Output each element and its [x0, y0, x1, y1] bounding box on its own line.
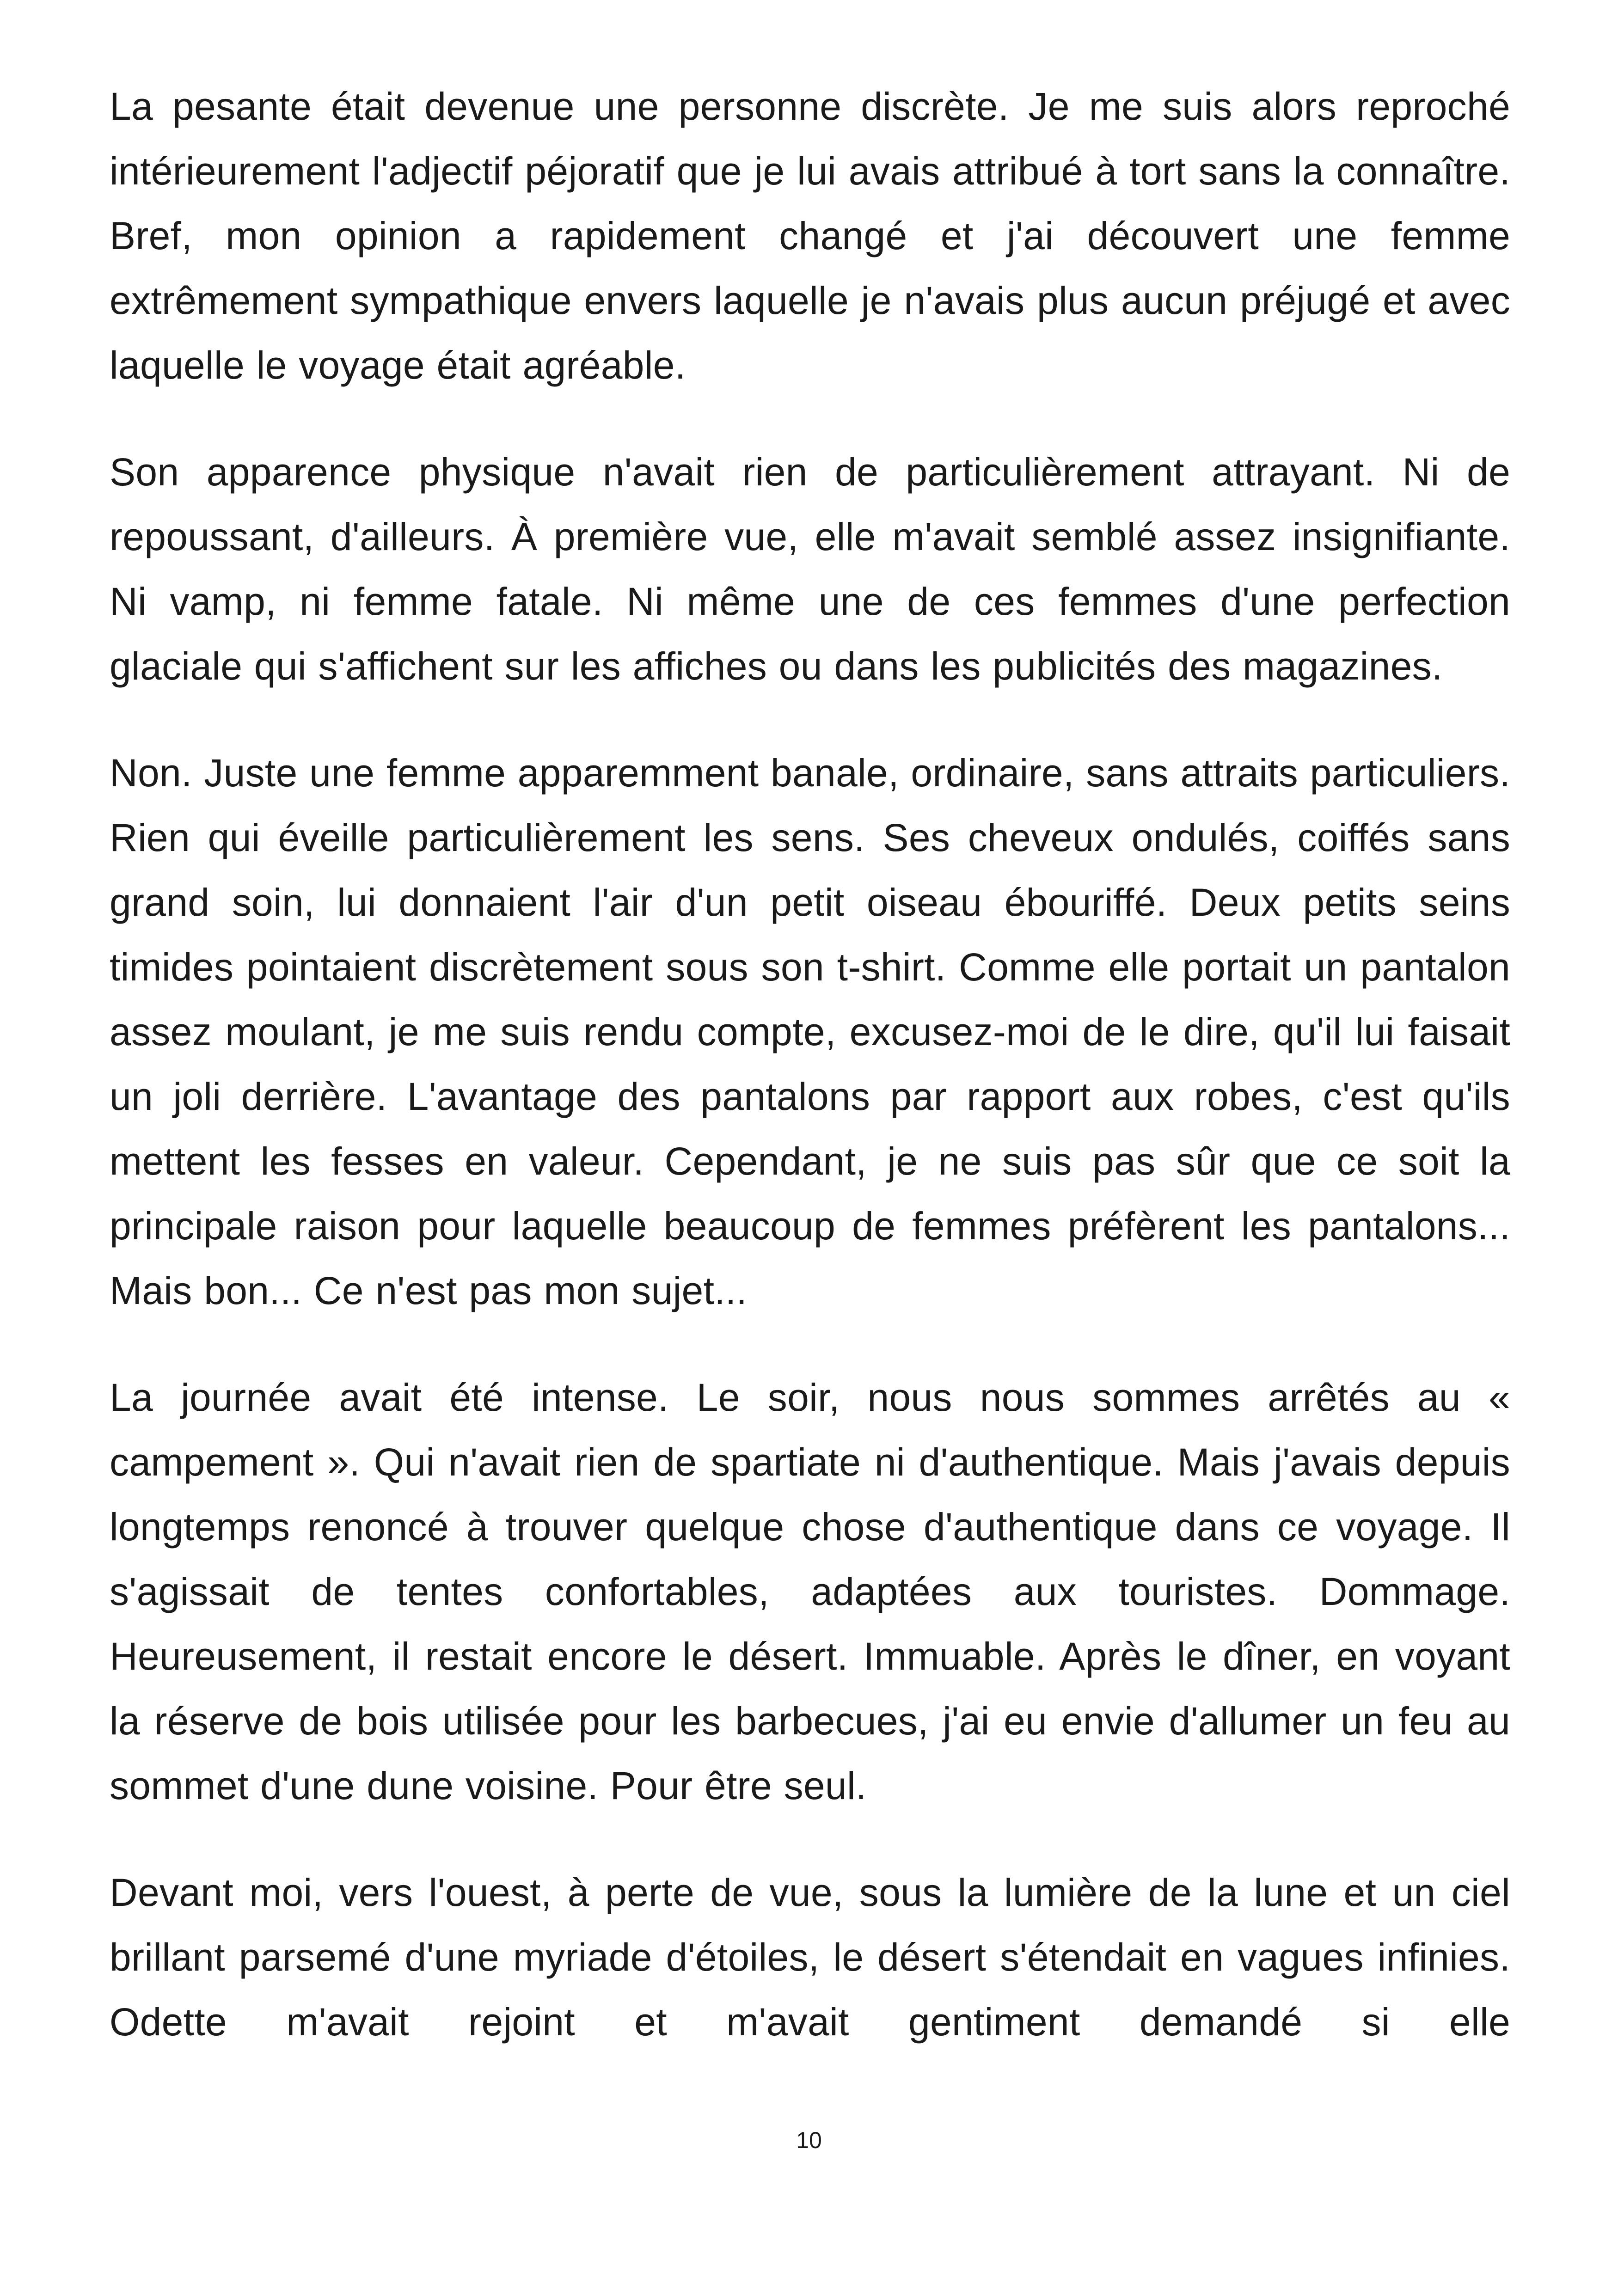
paragraph-1: La pesante était devenue une personne discrète. Je me suis alors reproché intérieurement l'adjectif péjoratif que je lui avais attribué à tort sans la connaître. Bref, mon opinion a rapidement changé et j'ai découvert une femme extrêmement sympathique envers laquelle je n'avais plus aucun préjugé et avec laquelle le voyage était agréable. [110, 85, 1510, 387]
body-text [110, 74, 1510, 2054]
paragraph-3: Non. Juste une femme apparemment banale, ordinaire, sans attraits particuliers. Rien qui éveille particulièrement les sens. Ses cheveux ondulés, coiffés sans grand soin, lui donnaient l'air d'un petit oiseau ébouriffé. Deux petits seins timides pointaient discrètement sous son t-shirt. Comme elle portait un pantalon assez moulant, je me suis rendu compte, excusez-moi de le dire, qu'il lui faisait un joli derrière. L'avantage des pantalons par rapport aux robes, c'est qu'ils mettent les fesses en valeur. Cependant, je ne suis pas sûr que ce soit la principale raison pour laquelle beaucoup de femmes préfèrent les pantalons... Mais bon... Ce n'est pas mon sujet... [110, 751, 1510, 1312]
paragraph-2: Son apparence physique n'avait rien de particulièrement attrayant. Ni de repoussant, d'ailleurs. À première vue, elle m'avait semblé assez insignifiante. Ni vamp, ni femme fatale. Ni même une de ces femmes d'une perfection glaciale qui s'affichent sur les affiches ou dans les publicités des magazines. [110, 450, 1510, 688]
page-number: 10 [796, 2127, 822, 2153]
paragraph-4: La journée avait été intense. Le soir, nous nous sommes arrêtés au « campement ». Qui n'avait rien de spartiate ni d'authentique. Mais j'avais depuis longtemps renoncé à trouver quelque chose d'authentique dans ce voyage. Il s'agissait de tentes confortables, adaptées aux touristes. Dommage. Heureusement, il restait encore le désert. Immuable. Après le dîner, en voyant la réserve de bois utilisée pour les barbecues, j'ai eu envie d'allumer un feu au sommet d'une dune voisine. Pour être seul. [110, 1376, 1510, 1807]
paragraph-5: Devant moi, vers l'ouest, à perte de vue, sous la lumière de la lune et un ciel brillant parsemé d'une myriade d'étoiles, le désert s'étendait en vagues infinies. Odette m'avait rejoint et m'avait gentiment demandé si elle [110, 1871, 1510, 2044]
